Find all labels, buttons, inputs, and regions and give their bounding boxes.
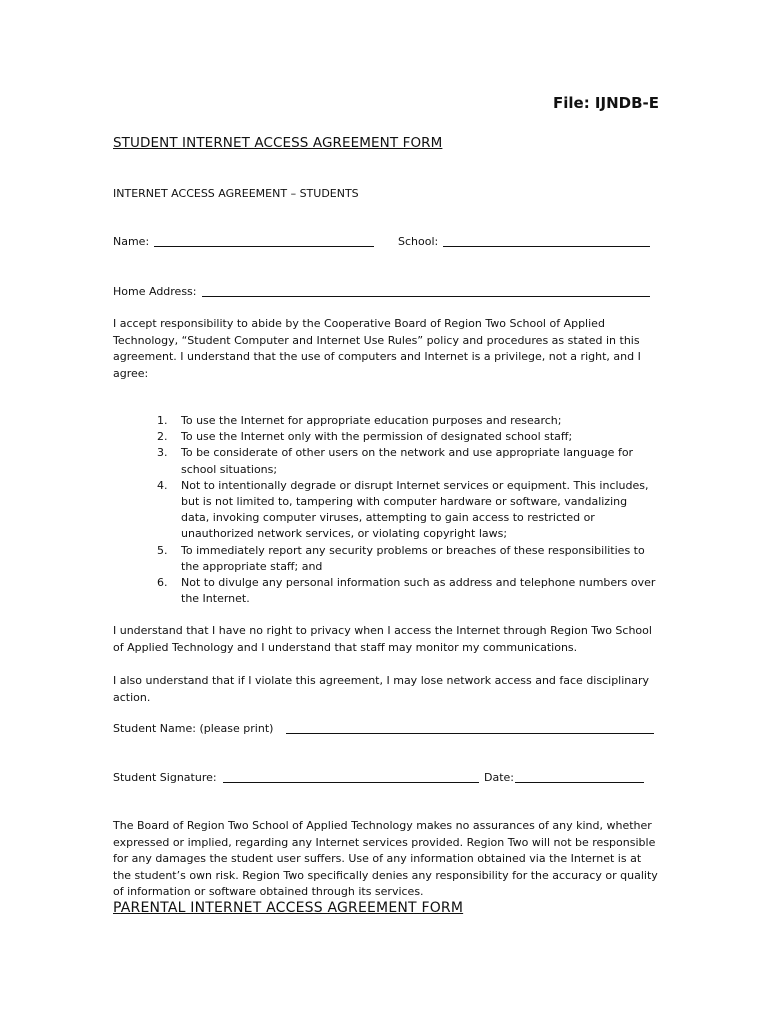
student-signature-field-line[interactable] [223,782,479,783]
agreement-list [153,413,658,607]
list-item-number: 1. [157,414,168,427]
name-field-line[interactable] [154,246,374,247]
list-item-text: To be considerate of other users on the network and use appropriate language for school situations; [181,446,634,476]
list-item-text: Not to intentionally degrade or disrupt Internet services or equipment. This includes, but is not limited to, tampering with computer hardware or software, vandalizing data, invoking computer viruses, attempting to gain access to restricted or unauthorized network services, or violating copyright laws; [181,478,649,541]
list-item [153,429,658,445]
list-item-number: 5. [157,543,168,557]
list-item-number: 3. [157,446,168,460]
list-item-text: To use the Internet for appropriate education purposes and research; [181,414,562,427]
disclaimer-paragraph: The Board of Region Two School of Applied Technology makes no assurances of any kind, whether expressed or implied, regarding any Internet services provided. Region Two will not be responsible for any damages the student user suffers. Use of any information obtained via the Internet is at the student’s own risk. Region Two specifically denies any responsibility for the accuracy or quality of information or software obtained through its services. [113,819,658,898]
list-item [153,575,658,607]
student-name-label: Student Name: (please print) [113,722,274,735]
student-name-field-line[interactable] [286,733,654,734]
file-reference: File: IJNDB-E [553,94,659,112]
list-item-text: To immediately report any security problems or breaches of these responsibilities to the appropriate staff; and [181,543,645,573]
date-field-line[interactable] [515,782,644,783]
school-label: School: [398,235,439,248]
home-address-label: Home Address: [113,285,197,298]
list-item [153,445,658,477]
list-item-text: To use the Internet only with the permission of designated school staff; [181,430,573,444]
school-field-line[interactable] [443,246,650,247]
form-title: STUDENT INTERNET ACCESS AGREEMENT FORM [113,135,443,151]
list-item [153,478,658,543]
list-item-number: 6. [157,576,168,590]
list-item-number: 4. [157,478,168,492]
violation-paragraph: I also understand that if I violate this agreement, I may lose network access and face disciplinary action. [113,674,650,704]
list-item-text: Not to divulge any personal information such as address and telephone numbers over the Internet. [181,576,656,606]
intro-paragraph: I accept responsibility to abide by the Cooperative Board of Region Two School of Applied Technology, “Student Computer and Internet Use Rules” policy and procedures as stated in this agreement. I understand that the use of computers and Internet is a privilege, not a right, and I agree: [113,317,641,380]
name-label: Name: [113,235,150,248]
student-signature-label: Student Signature: [113,771,217,784]
home-address-field-line[interactable] [202,296,650,297]
parental-form-title: PARENTAL INTERNET ACCESS AGREEMENT FORM [113,900,464,916]
form-subtitle: INTERNET ACCESS AGREEMENT – STUDENTS [113,187,359,200]
list-item [153,413,658,429]
date-label: Date: [484,771,514,784]
list-item-number: 2. [157,430,168,444]
privacy-paragraph: I understand that I have no right to privacy when I access the Internet through Region Two School of Applied Technology and I understand that staff may monitor my communications. [113,624,652,654]
list-item [153,543,658,575]
